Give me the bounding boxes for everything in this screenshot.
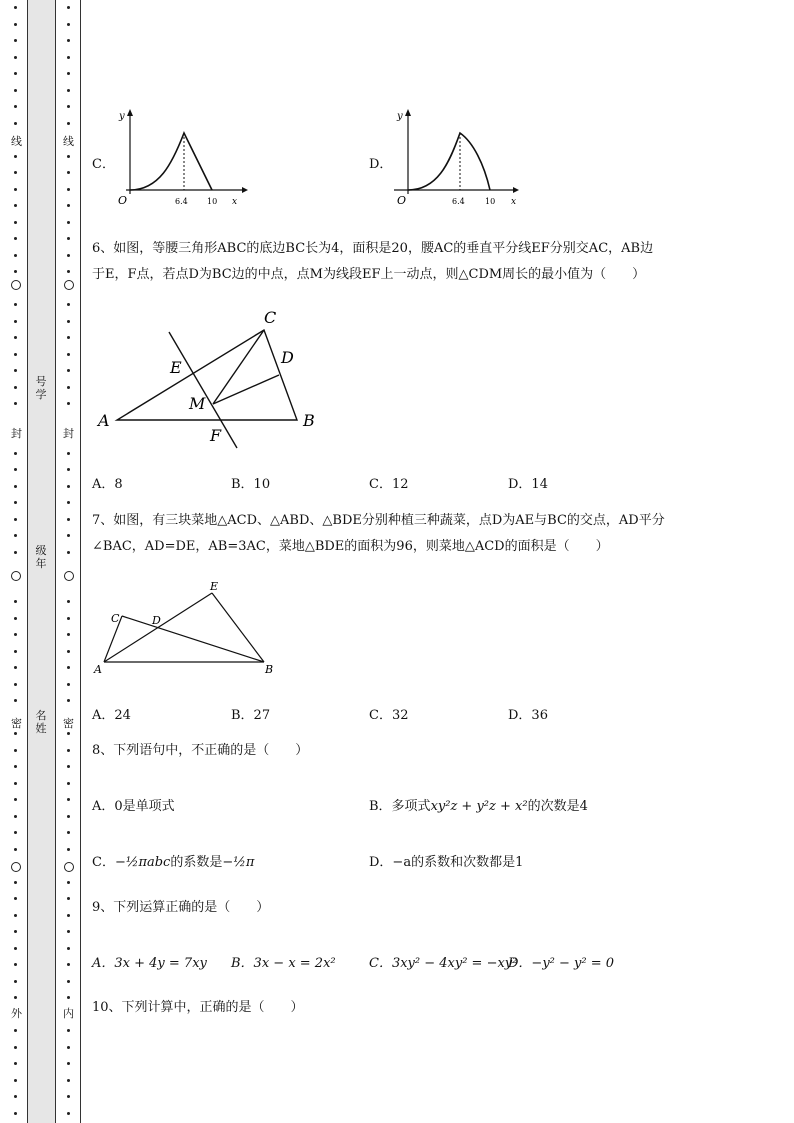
margin-dot bbox=[67, 270, 70, 273]
margin-dot bbox=[14, 881, 17, 884]
margin-dot bbox=[14, 1095, 17, 1098]
margin-dot bbox=[14, 171, 17, 174]
margin-dot bbox=[14, 386, 17, 389]
margin-dot bbox=[67, 617, 70, 620]
margin-dot bbox=[14, 23, 17, 26]
math-expression: xy²z + y²z + x² bbox=[430, 799, 528, 814]
margin-dot bbox=[14, 848, 17, 851]
margin-dot bbox=[67, 848, 70, 851]
margin-dot bbox=[14, 963, 17, 966]
margin-dot bbox=[67, 89, 70, 92]
margin-dot bbox=[14, 72, 17, 75]
origin-label: O bbox=[397, 194, 407, 207]
margin-dot bbox=[67, 402, 70, 405]
label-char: 号 bbox=[35, 375, 47, 388]
y-axis-label: y bbox=[397, 111, 403, 122]
segment-ae bbox=[104, 593, 212, 662]
label-c: C bbox=[111, 612, 120, 625]
margin-dot bbox=[67, 518, 70, 521]
margin-dot bbox=[14, 650, 17, 653]
triangle-abc bbox=[117, 330, 297, 420]
margin-dot bbox=[14, 782, 17, 785]
margin-dot bbox=[67, 353, 70, 356]
margin-dot bbox=[67, 501, 70, 504]
label-d: D bbox=[281, 348, 294, 367]
tick-label: 6.4 bbox=[175, 197, 188, 206]
margin-dot bbox=[14, 320, 17, 323]
margin-dot bbox=[14, 369, 17, 372]
option-text: 的系数是 bbox=[170, 855, 223, 870]
q9-option-a[interactable]: A．3x + 4y = 7xy bbox=[92, 956, 207, 971]
margin-dot bbox=[14, 699, 17, 702]
margin-dot bbox=[14, 551, 17, 554]
margin-circle bbox=[11, 571, 21, 581]
margin-dot bbox=[67, 386, 70, 389]
margin-dot bbox=[67, 1029, 70, 1032]
q7-option-a[interactable]: A．24 bbox=[92, 708, 131, 723]
margin-dot bbox=[67, 320, 70, 323]
label-b: B bbox=[265, 663, 274, 676]
margin-dot bbox=[14, 6, 17, 9]
q8-option-d[interactable]: D．−a的系数和次数都是1 bbox=[369, 855, 524, 870]
origin-label: O bbox=[118, 194, 128, 207]
margin-dot bbox=[14, 914, 17, 917]
q9-option-c[interactable]: C．3xy² − 4xy² = −xy² bbox=[369, 956, 518, 971]
margin-dot bbox=[67, 831, 70, 834]
margin-dot bbox=[14, 897, 17, 900]
margin-dot bbox=[14, 666, 17, 669]
margin-dot bbox=[14, 947, 17, 950]
margin-dot bbox=[67, 105, 70, 108]
margin-char-inner: 密 bbox=[63, 717, 74, 730]
label-f: F bbox=[210, 426, 222, 445]
margin-dot bbox=[14, 254, 17, 257]
margin-char-outer: 线 bbox=[11, 135, 22, 148]
margin-char-outer: 密 bbox=[11, 717, 22, 730]
margin-dot bbox=[67, 122, 70, 125]
option-text: C． bbox=[92, 855, 115, 870]
margin-dot bbox=[67, 336, 70, 339]
margin-dot bbox=[67, 56, 70, 59]
margin-dot bbox=[67, 749, 70, 752]
margin-dot bbox=[14, 353, 17, 356]
margin-dot bbox=[14, 765, 17, 768]
q7-option-b[interactable]: B．27 bbox=[231, 708, 271, 723]
margin-dot bbox=[14, 56, 17, 59]
margin-dot bbox=[67, 732, 70, 735]
margin-dot bbox=[14, 270, 17, 273]
margin-dot bbox=[14, 518, 17, 521]
label-a: A bbox=[98, 411, 110, 430]
margin-dot bbox=[67, 72, 70, 75]
margin-dot bbox=[67, 485, 70, 488]
margin-dot bbox=[67, 171, 70, 174]
margin-dot bbox=[67, 204, 70, 207]
q5-option-c-graph bbox=[114, 104, 250, 208]
x-axis-arrow bbox=[242, 187, 248, 193]
margin-dot bbox=[67, 237, 70, 240]
q8-option-b[interactable] bbox=[369, 795, 588, 814]
line-ef bbox=[169, 332, 237, 448]
margin-dot bbox=[67, 1095, 70, 1098]
y-axis-arrow bbox=[127, 109, 133, 116]
margin-dot bbox=[67, 6, 70, 9]
q5-option-d-label[interactable]: D． bbox=[369, 157, 393, 172]
q6-stem-line1: 6、如图，等腰三角形ABC的底边BC长为4，面积是20，腰AC的垂直平分线EF分别交AC，AB边 bbox=[92, 241, 654, 256]
margin-dot bbox=[14, 303, 17, 306]
x-axis-label: x bbox=[232, 197, 238, 207]
option-text: B．多项式 bbox=[369, 799, 431, 814]
margin-dot bbox=[14, 600, 17, 603]
margin-circle bbox=[64, 571, 74, 581]
margin-dot bbox=[14, 39, 17, 42]
y-axis-arrow bbox=[405, 109, 411, 116]
label-char: 姓 bbox=[35, 722, 47, 735]
margin-dot bbox=[67, 947, 70, 950]
margin-dot bbox=[14, 1079, 17, 1082]
label-b: B bbox=[303, 411, 315, 430]
margin-dot bbox=[14, 980, 17, 983]
label-char: 名 bbox=[35, 709, 47, 722]
margin-dot bbox=[67, 930, 70, 933]
math-expression: −½πabc bbox=[114, 855, 171, 870]
margin-dot bbox=[14, 89, 17, 92]
q8-option-c[interactable] bbox=[92, 851, 254, 870]
tick-label: 6.4 bbox=[452, 197, 465, 206]
margin-dot bbox=[67, 600, 70, 603]
margin-char-inner: 内 bbox=[63, 1007, 74, 1020]
q9-option-d[interactable]: D．−y² − y² = 0 bbox=[508, 956, 615, 971]
margin-dot bbox=[14, 122, 17, 125]
margin-char-inner: 封 bbox=[63, 427, 74, 440]
margin-circle bbox=[11, 280, 21, 290]
margin-dot bbox=[14, 996, 17, 999]
margin-char-inner: 线 bbox=[63, 135, 74, 148]
margin-dot bbox=[67, 699, 70, 702]
q6-option-d[interactable]: D．14 bbox=[508, 477, 548, 492]
label-char: 学 bbox=[35, 388, 47, 401]
segment-cb bbox=[122, 616, 264, 662]
margin-dot bbox=[67, 914, 70, 917]
margin-dot bbox=[14, 534, 17, 537]
margin-dot bbox=[67, 369, 70, 372]
curve bbox=[130, 133, 212, 190]
margin-dot bbox=[67, 666, 70, 669]
option-text: 的次数是4 bbox=[527, 799, 588, 814]
margin-dot bbox=[67, 980, 70, 983]
margin-dot bbox=[67, 765, 70, 768]
margin-dot bbox=[67, 23, 70, 26]
q7-option-c[interactable]: C．32 bbox=[369, 708, 409, 723]
margin-dot bbox=[67, 650, 70, 653]
margin-dot bbox=[67, 815, 70, 818]
q6-option-b[interactable]: B．10 bbox=[231, 477, 271, 492]
q6-option-a[interactable]: A．8 bbox=[92, 477, 123, 492]
margin-dot bbox=[14, 501, 17, 504]
math-expression: −½π bbox=[222, 855, 255, 870]
margin-dot bbox=[14, 237, 17, 240]
margin-dot bbox=[14, 1062, 17, 1065]
label-m: M bbox=[189, 394, 206, 413]
margin-dot bbox=[14, 930, 17, 933]
margin-dot bbox=[14, 749, 17, 752]
margin-dot bbox=[67, 551, 70, 554]
y-axis-label: y bbox=[119, 111, 125, 122]
margin-char-outer: 封 bbox=[11, 427, 22, 440]
margin-dot bbox=[67, 1079, 70, 1082]
margin-dot bbox=[14, 1029, 17, 1032]
margin-dot bbox=[67, 221, 70, 224]
margin-dot bbox=[67, 155, 70, 158]
margin-dot bbox=[67, 452, 70, 455]
margin-dot bbox=[67, 963, 70, 966]
margin-dot bbox=[14, 1112, 17, 1115]
q7-option-d[interactable]: D．36 bbox=[508, 708, 548, 723]
margin-dot bbox=[14, 732, 17, 735]
margin-dot bbox=[14, 188, 17, 191]
q6-stem-line2: 于E，F点，若点D为BC边的中点，点M为线段EF上一动点，则△CDM周长的最小值为（ ） bbox=[92, 267, 646, 282]
margin-dot bbox=[67, 534, 70, 537]
margin-dot bbox=[67, 468, 70, 471]
label-char: 级 bbox=[35, 544, 47, 557]
margin-dot bbox=[67, 996, 70, 999]
curve bbox=[408, 133, 490, 190]
q5-option-d-graph bbox=[389, 104, 525, 208]
q5-option-c-label[interactable]: C． bbox=[92, 157, 115, 172]
margin-circle bbox=[64, 280, 74, 290]
margin-dot bbox=[14, 633, 17, 636]
margin-dot bbox=[14, 221, 17, 224]
q7-figure bbox=[92, 578, 282, 678]
q8-stem: 8、下列语句中，不正确的是（ ） bbox=[92, 743, 309, 758]
margin-dot bbox=[14, 617, 17, 620]
margin-dot bbox=[67, 683, 70, 686]
margin-dot bbox=[14, 452, 17, 455]
margin-dot bbox=[67, 782, 70, 785]
name-label bbox=[34, 709, 48, 735]
q6-figure bbox=[92, 305, 332, 450]
q8-option-a[interactable]: A．0是单项式 bbox=[92, 799, 175, 814]
label-e: E bbox=[210, 580, 219, 593]
margin-dot bbox=[14, 468, 17, 471]
q6-option-c[interactable]: C．12 bbox=[369, 477, 409, 492]
margin-dot bbox=[67, 303, 70, 306]
grade-label bbox=[34, 544, 48, 570]
segment-eb bbox=[212, 593, 264, 662]
margin-dot bbox=[67, 881, 70, 884]
margin-dot bbox=[14, 683, 17, 686]
margin-dot bbox=[14, 798, 17, 801]
q10-stem: 10、下列计算中，正确的是（ ） bbox=[92, 1000, 304, 1015]
q9-option-b[interactable]: B．3x − x = 2x² bbox=[231, 956, 336, 971]
margin-dot bbox=[67, 254, 70, 257]
margin-dot bbox=[14, 1046, 17, 1049]
q7-stem-line1: 7、如图，有三块菜地△ACD、△ABD、△BDE分别种植三种蔬菜，点D为AE与BC的交点，AD平分 bbox=[92, 513, 665, 528]
q7-stem-line2: ∠BAC，AD=DE，AB=3AC，菜地△BDE的面积为96，则菜地△ACD的面积是（ ） bbox=[92, 539, 609, 554]
margin-dot bbox=[14, 402, 17, 405]
label-c: C bbox=[264, 308, 277, 327]
margin-dot bbox=[67, 798, 70, 801]
margin-dot bbox=[14, 336, 17, 339]
margin-circle bbox=[64, 862, 74, 872]
tick-label: 10 bbox=[485, 197, 496, 206]
margin-dot bbox=[67, 39, 70, 42]
margin-dot bbox=[67, 897, 70, 900]
margin-dot bbox=[67, 633, 70, 636]
inner-border-line bbox=[80, 0, 81, 1123]
margin-dot bbox=[67, 1046, 70, 1049]
label-char: 年 bbox=[35, 557, 47, 570]
x-axis-label: x bbox=[511, 197, 517, 207]
label-d: D bbox=[152, 614, 161, 627]
margin-char-outer: 外 bbox=[11, 1007, 22, 1020]
x-axis-arrow bbox=[513, 187, 519, 193]
student-number-label bbox=[34, 375, 48, 401]
margin-dot bbox=[67, 1062, 70, 1065]
label-a: A bbox=[94, 663, 102, 676]
margin-dot bbox=[14, 204, 17, 207]
margin-circle bbox=[11, 862, 21, 872]
margin-dot bbox=[67, 188, 70, 191]
label-e: E bbox=[170, 358, 182, 377]
margin-dot bbox=[67, 1112, 70, 1115]
margin-dot bbox=[14, 485, 17, 488]
margin-dot bbox=[14, 155, 17, 158]
margin-dot bbox=[14, 831, 17, 834]
tick-label: 10 bbox=[207, 197, 218, 206]
margin-dot bbox=[14, 105, 17, 108]
q9-stem: 9、下列运算正确的是（ ） bbox=[92, 900, 270, 915]
margin-dot bbox=[14, 815, 17, 818]
